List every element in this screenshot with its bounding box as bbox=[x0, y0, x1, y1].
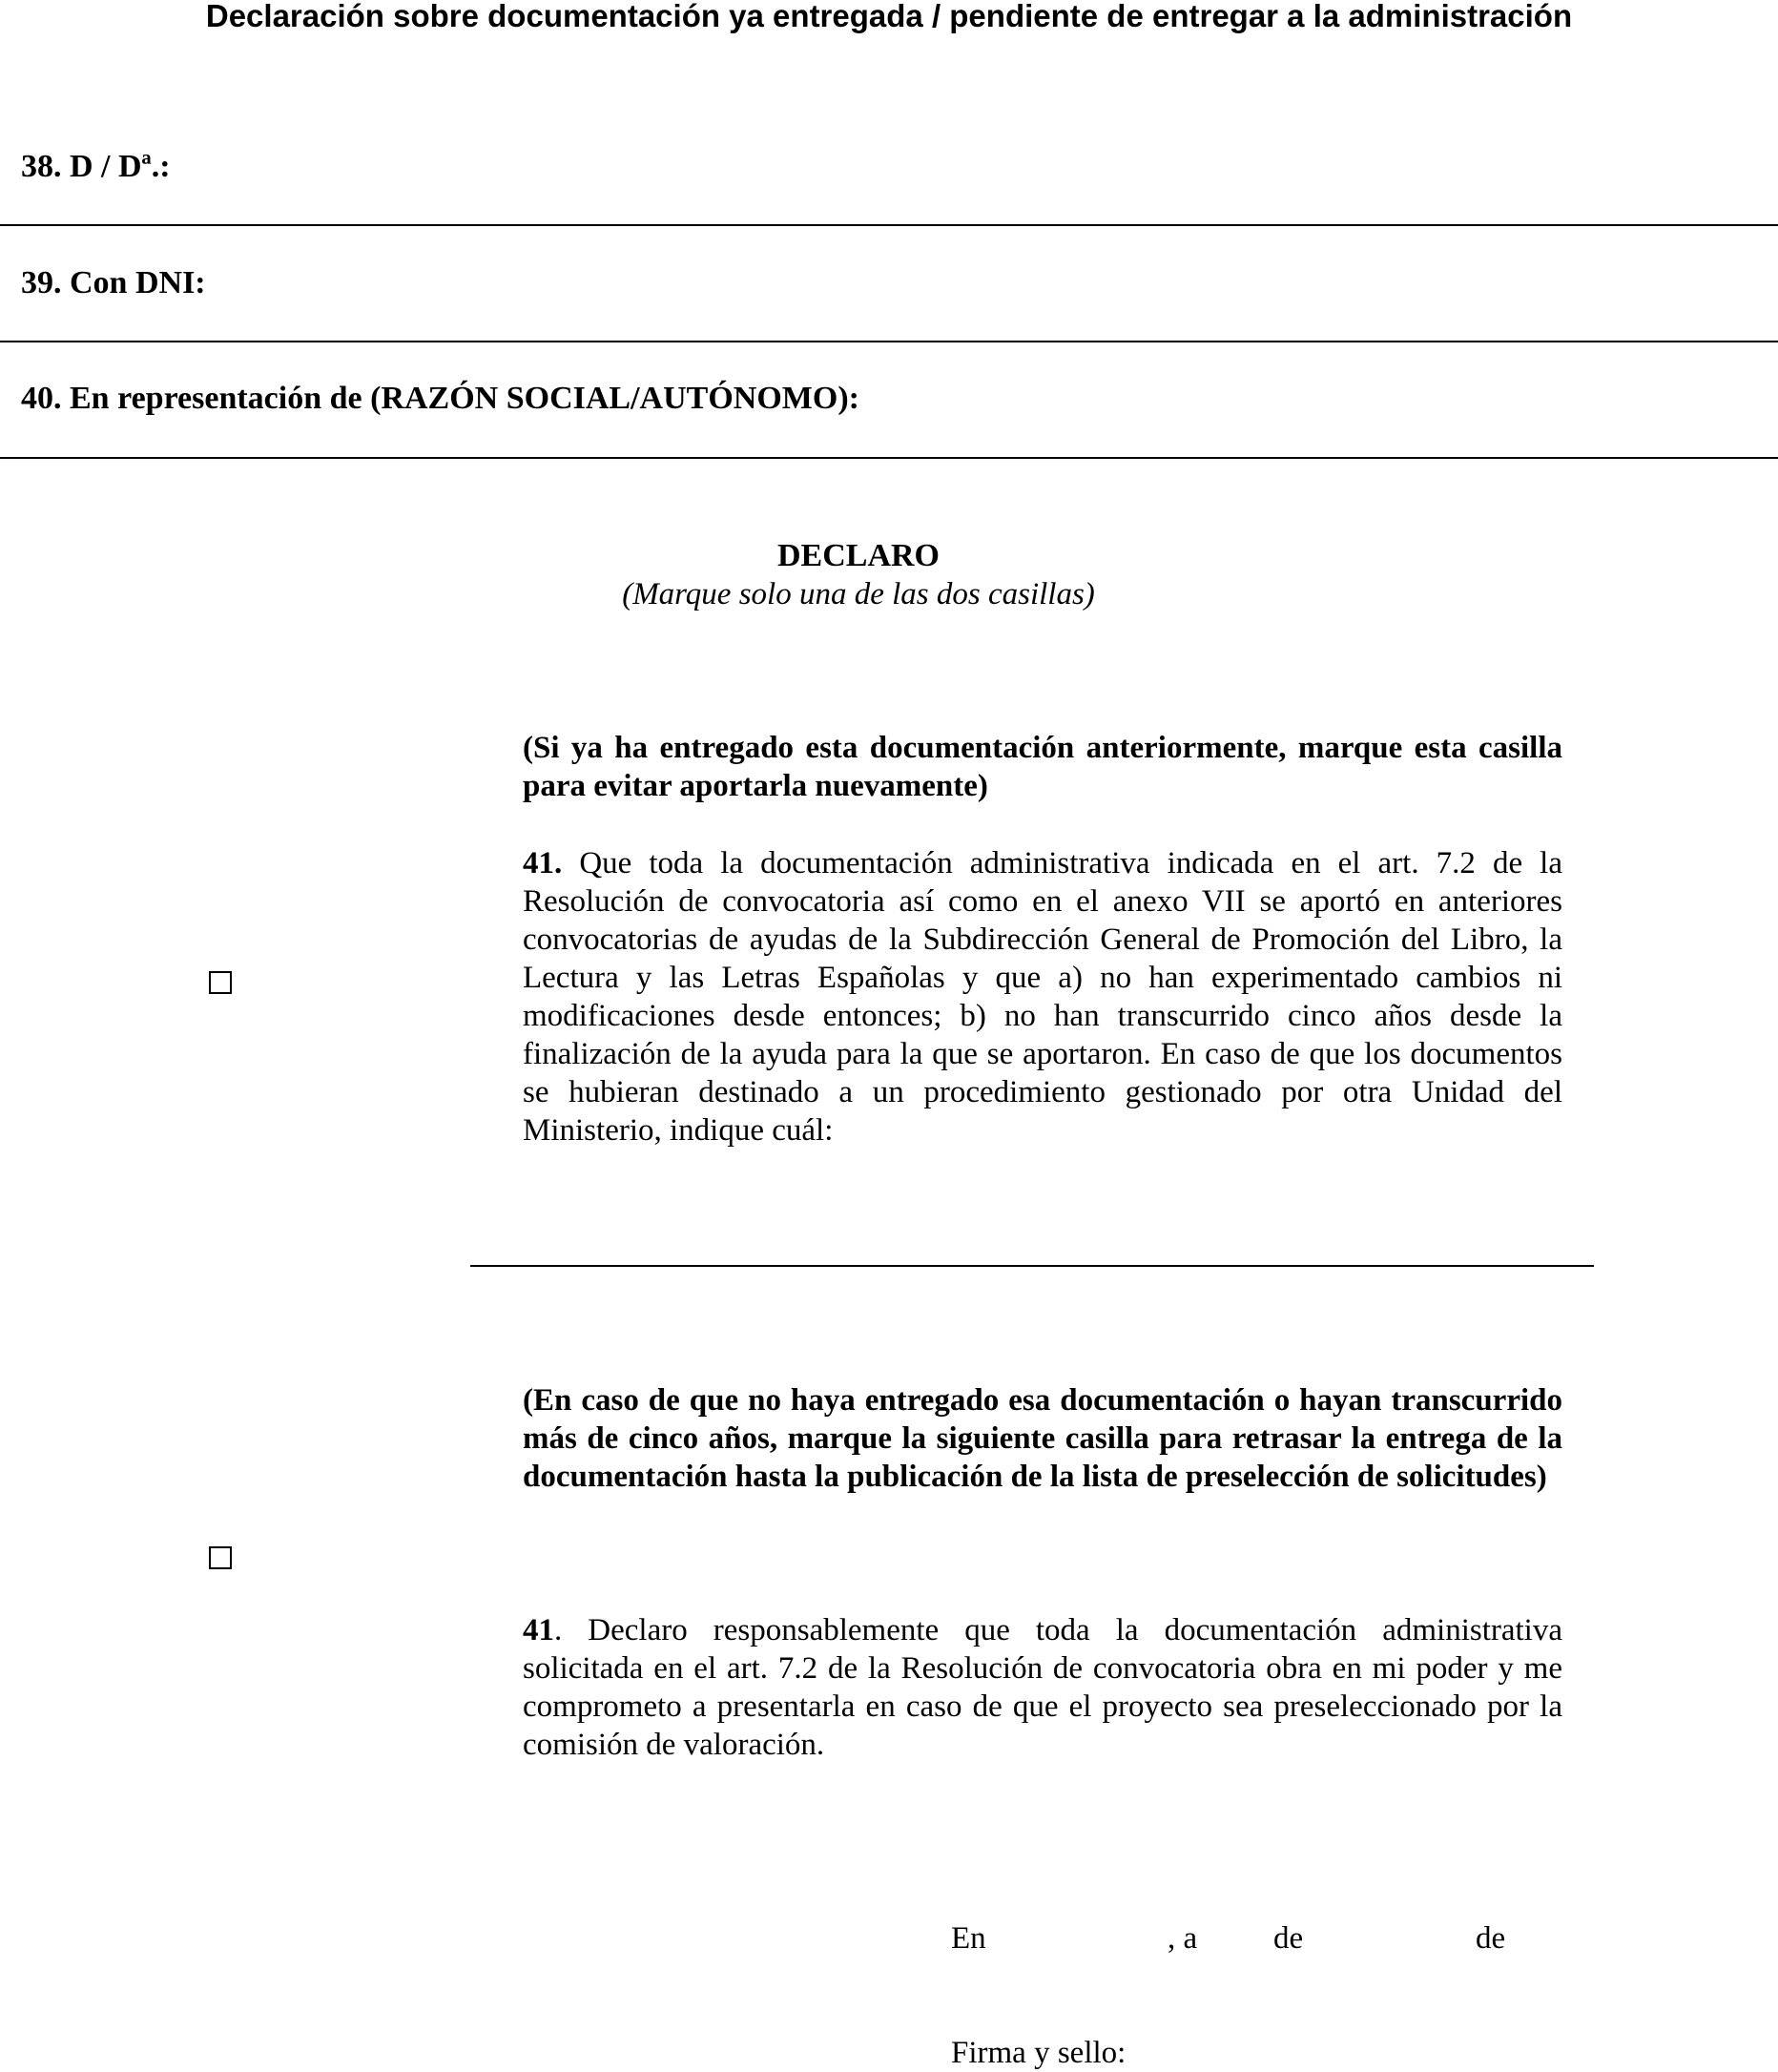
field-label-name: 38. D / Dª.: bbox=[21, 149, 171, 184]
place-prefix: En bbox=[951, 1921, 986, 1956]
option-2-statement bbox=[523, 1611, 1562, 1764]
document-title: Declaración sobre documentación ya entregada / pendiente de entregar a la administración bbox=[205, 0, 1573, 33]
date-de-1: de bbox=[1273, 1921, 1304, 1956]
declaration-subheading: (Marque solo una de las dos casillas) bbox=[622, 577, 1095, 611]
option-1-statement bbox=[523, 844, 1562, 1150]
date-de-2: de bbox=[1476, 1921, 1506, 1956]
option-2-checkbox[interactable] bbox=[209, 1546, 232, 1569]
option-1-instruction: (Si ya ha entregado esta documentación anteriormente, marque esta casilla para evitar aportarla nuevamente) bbox=[523, 731, 1562, 803]
option-2-number: 41 bbox=[523, 1613, 554, 1647]
option-1-number: 41. bbox=[523, 846, 563, 881]
declaration-heading: DECLARO bbox=[776, 538, 941, 573]
date-comma-a: , a bbox=[1168, 1921, 1198, 1956]
signature-label: Firma y sello: bbox=[951, 2036, 1127, 2070]
field-label-representation: 40. En representación de (RAZÓN SOCIAL/AUTÓNOMO): bbox=[21, 381, 859, 416]
option-2-instruction: (En caso de que no haya entregado esa documentación o hayan transcurrido más de cinco años, marque la siguiente casilla para retrasar la entrega de la documentación hasta la publicación de la lista de preselección de solicitudes) bbox=[523, 1383, 1562, 1494]
dni-field-line[interactable] bbox=[0, 341, 1778, 342]
option-1-checkbox[interactable] bbox=[209, 971, 232, 994]
representation-field-line[interactable] bbox=[0, 457, 1778, 459]
field-label-dni: 39. Con DNI: bbox=[21, 265, 206, 300]
option-2-text: . Declaro responsablemente que toda la documentación administrativa solicitada en el art. 7.2 de la Resolución de convocatoria obra en mi poder y me comprometo a presentarla en caso de que el proyecto sea preseleccionado por la comisión de valoración. bbox=[523, 1613, 1562, 1762]
option-1-text: Que toda la documentación administrativa indicada en el art. 7.2 de la Resolución de convocatoria así como en el anexo VII se aportó en anteriores convocatorias de ayudas de la Subdirección General de Promoción del Libro, la Lectura y las Letras Españolas y que a) no han experimentado cambios ni modificaciones desde entonces; b) no han transcurrido cinco años desde la finalización de la ayuda para la que se aportaron. En caso de que los documentos se hubieran destinado a un procedimiento gestionado por otra Unidad del Ministerio, indique cuál: bbox=[523, 846, 1562, 1148]
name-field-line[interactable] bbox=[0, 224, 1778, 226]
option-1-unit-line[interactable] bbox=[470, 1265, 1594, 1267]
